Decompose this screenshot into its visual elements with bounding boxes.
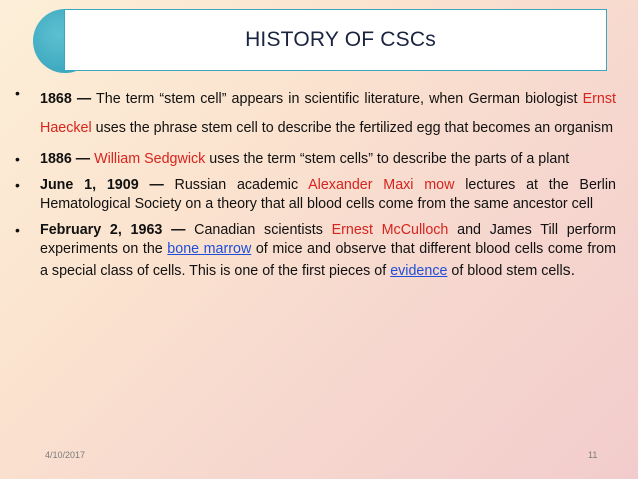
title-box (64, 9, 607, 71)
item-dash: — (171, 222, 186, 238)
item-text: The term “stem cell” appears in scientific literature, when German biologist (96, 91, 578, 107)
item-dash: — (75, 151, 91, 167)
item-text-end: s. (562, 262, 576, 279)
list-item (12, 150, 616, 169)
list-item (12, 85, 616, 143)
item-date: February 2, 1963 (40, 222, 163, 238)
item-text: uses the term “stem cells” to describe the parts of a plant (209, 151, 570, 167)
list-item (12, 221, 616, 283)
item-text: and James Till perform experiments on the (40, 222, 616, 257)
item-text: Canadian scientists (194, 222, 323, 238)
person-name: Ernst Haeckel (40, 91, 616, 136)
person-name: William Sedgwick (94, 151, 206, 167)
footer-date: 4/10/2017 (45, 450, 86, 460)
item-dash: — (149, 177, 164, 193)
item-text: of mice and observe that different blood cells come from a special class of cells. This is one of the first pieces of (40, 241, 616, 279)
item-text: of blood stem cell (451, 263, 563, 279)
bullet-dot: • (15, 85, 20, 101)
person-name: Alexander Maxi mow (308, 177, 455, 193)
item-text: uses the phrase stem cell to describe the fertilized egg that becomes an organism (95, 120, 613, 136)
item-date: 1886 (40, 151, 72, 167)
item-date: 1868 (40, 91, 72, 107)
timeline-list (12, 85, 616, 283)
item-text: lectures at the Berlin Hematological Society on a theory that all blood cells come from the same ancestor cell (40, 177, 616, 212)
title-banner (33, 9, 609, 73)
bullet-dot: • (15, 151, 20, 167)
item-date: June 1, 1909 (40, 177, 139, 193)
bone-marrow-link[interactable]: bone marrow (167, 241, 252, 257)
item-dash: — (76, 91, 92, 107)
evidence-link[interactable]: evidence (390, 263, 448, 279)
page-number: 11 (588, 450, 598, 460)
person-name: Ernest McCulloch (331, 222, 449, 238)
slide-title: HISTORY OF CSCs (245, 28, 436, 51)
bullet-dot: • (15, 222, 20, 238)
list-item (12, 176, 616, 214)
bullet-dot: • (15, 177, 20, 193)
item-text: Russian academic (174, 177, 299, 193)
